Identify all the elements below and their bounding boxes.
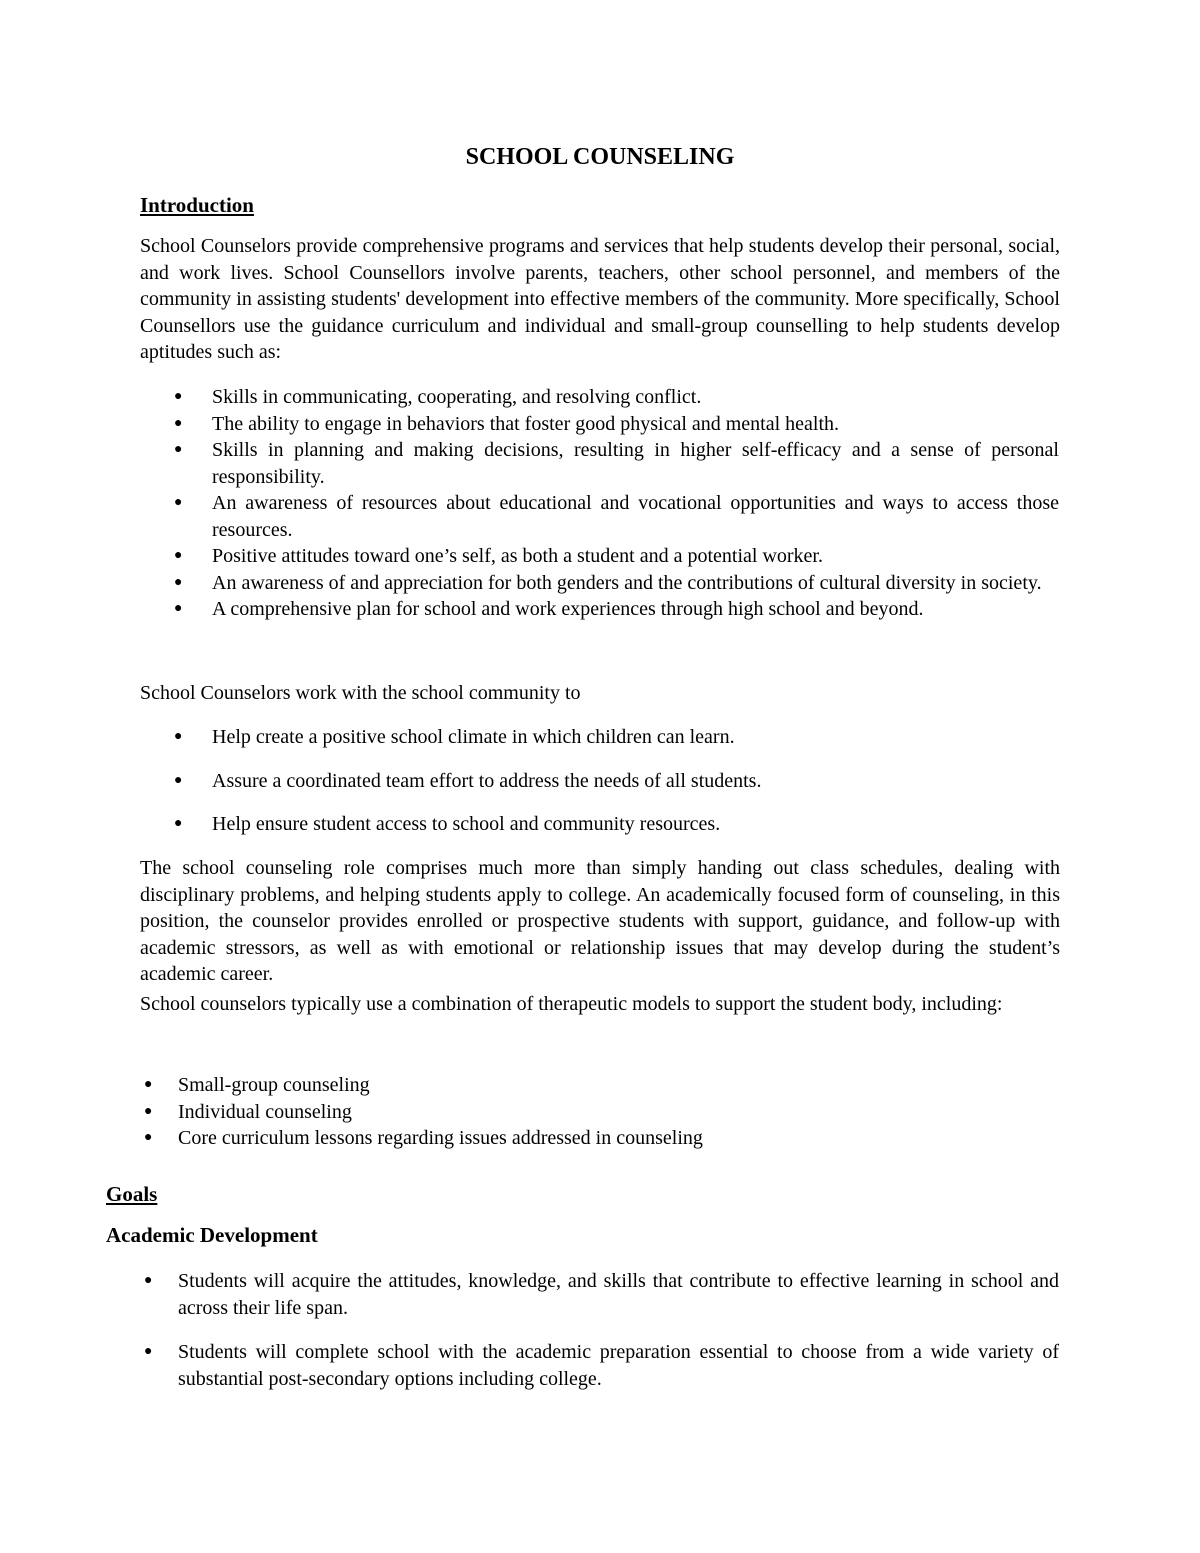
bullet-icon: ● — [144, 1130, 153, 1145]
list-item: ● Individual counseling — [178, 1099, 1059, 1126]
bullet-icon: ● — [174, 548, 183, 563]
bullet-icon: ● — [144, 1077, 153, 1092]
bullet-icon: ● — [174, 729, 183, 744]
role-paragraph-2: School counselors typically use a combination of therapeutic models to support the student body, including: — [140, 993, 1003, 1015]
list-item: ● An awareness of resources about educational and vocational opportunities and ways to access those resources. — [174, 492, 1059, 541]
list-item: ● Assure a coordinated team effort to address the needs of all students. — [212, 768, 1059, 795]
bullet-icon: ● — [174, 415, 183, 431]
bullet-icon: ● — [174, 816, 183, 831]
bullet-icon: ● — [174, 601, 183, 616]
aptitudes-list — [174, 384, 1059, 623]
bullet-icon: ● — [174, 772, 183, 788]
list-item: ● Positive attitudes toward one’s self, as both a student and a potential worker. — [212, 543, 1059, 570]
list-item: ● Help ensure student access to school and community resources. — [212, 811, 1059, 838]
list-item: ● Skills in planning and making decisions, resulting in higher self-efficacy and a sense of personal responsibility. — [174, 439, 1059, 488]
bullet-icon: ● — [174, 495, 183, 510]
role-paragraph-1: The school counseling role comprises much more than simply handing out class schedules, dealing with disciplinary problems, and helping students apply to college. An academically focused form of counseling, in this position, the counselor provides enrolled or prospective students with support, guidance, and follow-up with academic stressors, as well as with emotional or relationship issues that may develop during the student’s academic career. — [140, 857, 1060, 985]
bullet-icon: ● — [144, 1344, 153, 1359]
goals-list — [144, 1268, 1059, 1392]
list-item: ● Small-group counseling — [178, 1072, 1059, 1099]
introduction-paragraph: School Counselors provide comprehensive programs and services that help students develop their personal, social, and work lives. School Counsellors involve parents, teachers, other school personnel, and members of the community in assisting students' development into effective members of the community. More specifically, School Counsellors use the guidance curriculum and individual and small-group counselling to help students develop aptitudes such as: — [140, 235, 1060, 363]
list-item: ● Core curriculum lessons regarding issues addressed in counseling — [178, 1125, 1059, 1152]
bullet-icon: ● — [144, 1273, 153, 1288]
community-lead: School Counselors work with the school community to — [140, 682, 581, 704]
list-item: ● Students will acquire the attitudes, knowledge, and skills that contribute to effective learning in school and across their life span. — [144, 1270, 1059, 1319]
list-item: ● A comprehensive plan for school and work experiences through high school and beyond. — [212, 596, 1059, 623]
models-list — [144, 1072, 1059, 1152]
bullet-icon: ● — [174, 389, 183, 404]
list-item: ● Students will complete school with the academic preparation essential to choose from a wide variety of substantial post-secondary options including college. — [144, 1341, 1059, 1390]
bullet-icon: ● — [174, 574, 183, 590]
goals-heading: Goals — [106, 1182, 158, 1206]
document-title: SCHOOL COUNSELING — [465, 144, 735, 170]
academic-development-heading: Academic Development — [106, 1223, 318, 1247]
list-item: ● Help create a positive school climate in which children can learn. — [212, 724, 1059, 751]
introduction-heading: Introduction — [140, 193, 254, 217]
list-item: ● An awareness of and appreciation for both genders and the contributions of cultural diversity in society. — [212, 570, 1059, 597]
bullet-icon: ● — [174, 442, 183, 457]
list-item: ● The ability to engage in behaviors that foster good physical and mental health. — [212, 411, 1059, 438]
list-item: ● Skills in communicating, cooperating, and resolving conflict. — [212, 384, 1059, 411]
community-list — [174, 724, 1059, 838]
bullet-icon: ● — [144, 1103, 153, 1119]
